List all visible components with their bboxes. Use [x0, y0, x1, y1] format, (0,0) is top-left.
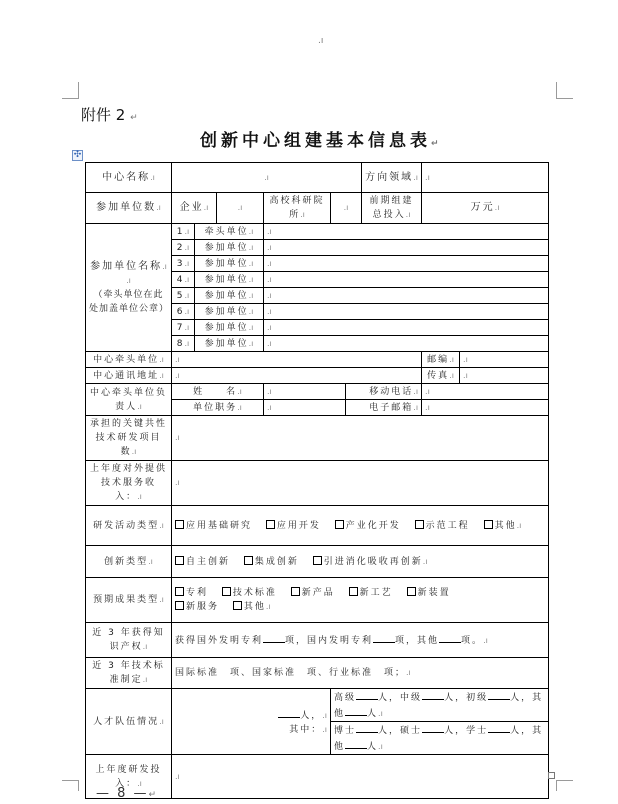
service-income-label: 上年度对外提供技术服务收入：.ı [86, 461, 172, 506]
initial-investment-label: 前期组建总投入.ı [362, 193, 422, 224]
expected-results-options [172, 578, 549, 623]
address-field[interactable]: .ı [172, 368, 422, 384]
rd-activity-label: 研发活动类型.ı [86, 506, 172, 546]
talent-label: 人才队伍情况.ı [86, 689, 172, 755]
innovation-option-integrated[interactable]: 集成创新 [244, 557, 299, 567]
checkbox-icon[interactable] [175, 556, 184, 565]
result-option-standard[interactable]: 技术标准 [222, 588, 277, 598]
participant-role: 参加单位.ı [195, 240, 264, 256]
result-option-new-process[interactable]: 新工艺 [349, 588, 393, 598]
participant-no: 1.ı [172, 224, 195, 240]
name-label: 姓 名.ı [172, 384, 264, 400]
rd-option-other[interactable]: 其他.ı [484, 521, 522, 531]
header-cell-mark: .ı [318, 36, 324, 46]
university-count-field[interactable]: .ı [331, 193, 362, 224]
email-field[interactable]: .ı [422, 400, 549, 416]
result-option-new-product[interactable]: 新产品 [291, 588, 335, 598]
innovation-option-independent[interactable]: 自主创新 [175, 557, 230, 567]
talent-total-field[interactable]: 人，.ı 其中：.ı [172, 689, 331, 755]
participant-name-field[interactable]: .ı [264, 320, 549, 336]
talent-titles-field[interactable]: 高级 人，中级 人，初级 人，其他 人.ı [331, 689, 549, 722]
participant-no: 8.ı [172, 336, 195, 352]
center-name-field[interactable]: .ı [172, 163, 362, 193]
margin-corner-bottom-left [62, 780, 79, 791]
row-expected-results [86, 578, 549, 623]
row-participant-count [86, 193, 549, 224]
margin-corner-top-right [556, 82, 573, 99]
mobile-field[interactable]: .ı [422, 384, 549, 400]
page-number-footer: — 8 —↵ [96, 786, 159, 801]
rd-investment-field[interactable]: .ı [172, 755, 549, 799]
row-standards [86, 658, 549, 689]
checkbox-icon[interactable] [222, 587, 231, 596]
row-service-income [86, 461, 549, 506]
participant-name-field[interactable]: .ı [264, 240, 549, 256]
checkbox-icon[interactable] [349, 587, 358, 596]
participant-names-label: 参加单位名称.ı .ı （牵头单位在此处加盖单位公章） [86, 224, 172, 352]
checkbox-icon[interactable] [175, 587, 184, 596]
enterprise-label: 企业.ı [172, 193, 217, 224]
participant-role: 参加单位.ı [195, 272, 264, 288]
participant-name-field[interactable]: .ı [264, 256, 549, 272]
margin-corner-top-left [62, 82, 79, 99]
key-projects-field[interactable]: .ı [172, 416, 549, 461]
row-center-name [86, 163, 549, 193]
row-innovation-type [86, 546, 549, 578]
checkbox-icon[interactable] [291, 587, 300, 596]
participant-role: 参加单位.ı [195, 320, 264, 336]
rd-option-demo-project[interactable]: 示范工程 [415, 521, 470, 531]
participant-count-label: 参加单位数.ı [86, 193, 172, 224]
result-option-other[interactable]: 其他.ı [233, 602, 271, 612]
attachment-label: 附件 2 ↵ [81, 106, 138, 124]
postcode-label: 邮编.ı [422, 352, 460, 368]
enterprise-count-field[interactable]: .ı [217, 193, 264, 224]
innovation-type-label: 创新类型.ı [86, 546, 172, 578]
name-field[interactable]: .ı [264, 384, 346, 400]
innovation-option-reinnovation[interactable]: 引进消化吸收再创新.ı [313, 557, 428, 567]
row-rd-activity [86, 506, 549, 546]
participant-name-field[interactable]: .ı [264, 336, 549, 352]
participant-name-field[interactable]: .ı [264, 272, 549, 288]
participant-no: 5.ı [172, 288, 195, 304]
lead-unit-label: 中心牵头单位.ı [86, 352, 172, 368]
participant-name-field[interactable]: .ı [264, 288, 549, 304]
center-name-label: 中心名称.ı [86, 163, 172, 193]
checkbox-icon[interactable] [335, 520, 344, 529]
result-option-patent[interactable]: 专利 [175, 588, 208, 598]
row-key-projects [86, 416, 549, 461]
fax-field[interactable]: .ı [460, 368, 549, 384]
standards-label: 近 3 年技术标准制定.ı [86, 658, 172, 689]
participant-role: 参加单位.ı [195, 336, 264, 352]
checkbox-icon[interactable] [407, 587, 416, 596]
participant-name-field[interactable]: .ı [264, 304, 549, 320]
position-field[interactable]: .ı [264, 400, 346, 416]
participant-role: 参加单位.ı [195, 304, 264, 320]
lead-person-label: 中心牵头单位负责人.ı [86, 384, 172, 416]
checkbox-icon[interactable] [233, 601, 242, 610]
checkbox-icon[interactable] [484, 520, 493, 529]
lead-unit-field[interactable]: .ı [172, 352, 422, 368]
checkbox-icon[interactable] [415, 520, 424, 529]
participant-row [86, 224, 549, 240]
ip-label: 近 3 年获得知识产权.ı [86, 623, 172, 658]
result-option-new-service[interactable]: 新服务 [175, 602, 219, 612]
address-label: 中心通讯地址.ı [86, 368, 172, 384]
result-option-new-device[interactable]: 新装置 [407, 588, 451, 598]
checkbox-icon[interactable] [175, 520, 184, 529]
participant-no: 7.ı [172, 320, 195, 336]
rd-investment-label: 上年度研发投入：.ı [86, 755, 172, 799]
participant-no: 3.ı [172, 256, 195, 272]
participant-role: 牵头单位.ı [195, 224, 264, 240]
checkbox-icon[interactable] [175, 601, 184, 610]
mobile-label: 移动电话.ı [346, 384, 422, 400]
ip-field[interactable]: 获得国外发明专利 项，国内发明专利 项，其他 项。.ı [172, 623, 549, 658]
participant-role: 参加单位.ı [195, 288, 264, 304]
direction-field-input[interactable]: .ı [422, 163, 549, 193]
rd-option-applied-basic[interactable]: 应用基础研究 [175, 521, 252, 531]
position-label: 单位职务.ı [172, 400, 264, 416]
checkbox-icon[interactable] [313, 556, 322, 565]
info-form-table [85, 162, 549, 799]
key-projects-label: 承担的关键共性技术研发项目数.ı [86, 416, 172, 461]
expected-results-label: 预期成果类型.ı [86, 578, 172, 623]
table-move-handle-icon[interactable]: ✣ [73, 150, 82, 160]
table-resize-handle[interactable] [548, 772, 555, 779]
talent-degrees-field[interactable]: 博士 人，硕士 人，学士 人，其他 人.ı [331, 722, 549, 755]
rd-activity-options [172, 506, 549, 546]
row-lead-unit [86, 352, 549, 368]
document-title: 创新中心组建基本信息表↵ [200, 131, 443, 151]
service-income-field[interactable]: .ı [172, 461, 549, 506]
standards-field[interactable]: 国际标准 项、国家标准 项、行业标准 项；.ı [172, 658, 549, 689]
row-lead-person-1 [86, 384, 549, 400]
row-ip [86, 623, 549, 658]
fax-label: 传真.ı [422, 368, 460, 384]
checkbox-icon[interactable] [266, 520, 275, 529]
participant-no: 6.ı [172, 304, 195, 320]
checkbox-icon[interactable] [244, 556, 253, 565]
participant-no: 4.ı [172, 272, 195, 288]
rd-option-applied-dev[interactable]: 应用开发 [266, 521, 321, 531]
row-address [86, 368, 549, 384]
participant-no: 2.ı [172, 240, 195, 256]
margin-corner-bottom-right [556, 780, 573, 791]
row-talent-1 [86, 689, 549, 722]
participant-role: 参加单位.ı [195, 256, 264, 272]
rd-option-industrial-dev[interactable]: 产业化开发 [335, 521, 401, 531]
direction-field-label: 方向领域.ı [362, 163, 422, 193]
university-label: 高校科研院所.ı [264, 193, 331, 224]
participant-name-field[interactable]: .ı [264, 224, 549, 240]
postcode-field[interactable]: .ı [460, 352, 549, 368]
initial-investment-field[interactable]: 万元.ı [422, 193, 549, 224]
innovation-type-options [172, 546, 549, 578]
email-label: 电子邮箱.ı [346, 400, 422, 416]
